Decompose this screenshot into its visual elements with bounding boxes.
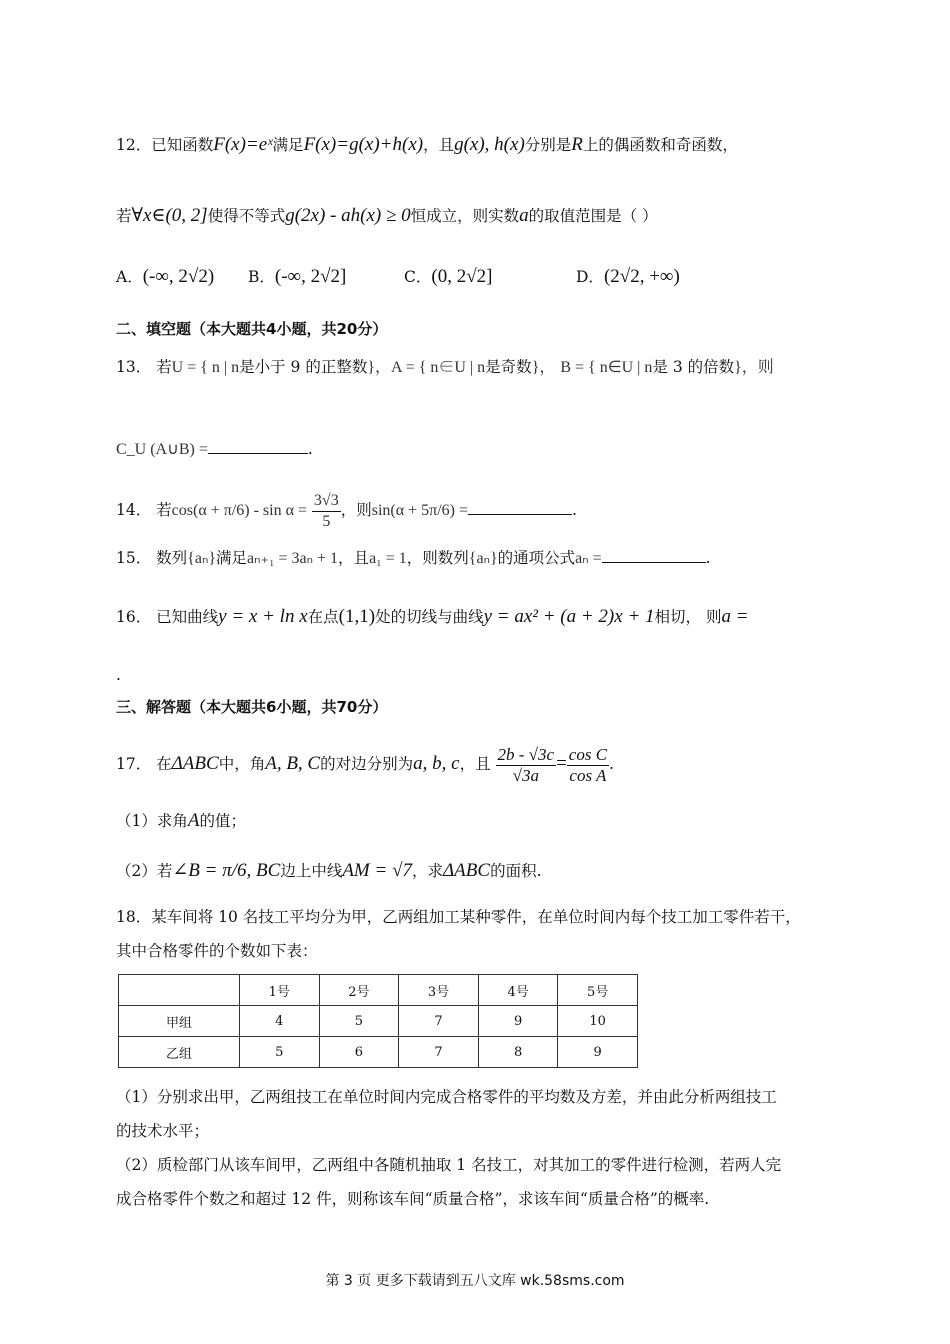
table-header-cell: 4号 bbox=[478, 975, 558, 1006]
table-cell: 甲组 bbox=[119, 1006, 240, 1037]
q12-inequality: g(2x) - ah(x) ≥ 0 bbox=[285, 205, 411, 226]
q12-line2: 若∀x∈(0, 2]使得不等式g(2x) - ah(x) ≥ 0恒成立，则实数a的取值范围是（ ） bbox=[116, 205, 658, 226]
q17-part1: （1）求角A的值； bbox=[116, 810, 246, 831]
q12-fx-def: F(x)=eˣ bbox=[213, 134, 273, 155]
table-cell: 5 bbox=[319, 1006, 399, 1037]
q17-fraction-left: $\frac{2b - √3c}{√3a}$ bbox=[497, 744, 555, 785]
table-cell: 8 bbox=[478, 1037, 558, 1068]
q18-part2-line2: 成合格零件个数之和超过 12 件，则称该车间“质量合格”，求该车间“质量合格”的概率. bbox=[116, 1190, 710, 1208]
option-b: B．(-∞, 2√2] bbox=[248, 266, 347, 287]
q13-line1: 13． 若U = { n | n是小于 9 的正整数}，A = { n∈U | n是奇数}， B = { n∈U | n是 3 的倍数}，则 bbox=[116, 358, 774, 376]
table-cell: 9 bbox=[558, 1037, 638, 1068]
option-c: C．(0, 2√2] bbox=[404, 266, 493, 287]
qualified-parts-table bbox=[118, 974, 638, 1068]
table-cell: 7 bbox=[399, 1006, 479, 1037]
q13-line2: C_U (A∪B) = . bbox=[116, 440, 313, 458]
q17-line: 17． 在ΔABC中，角A, B, C的对边分别为a, b, c，且 $\frac{2b - √3c}{√3a}$ = $\frac{\text{cos C}}{\text{cos A}}$ . bbox=[116, 744, 614, 785]
option-d: D．(2√2, +∞) bbox=[576, 266, 680, 287]
q12-fx-sum: F(x)=g(x)+h(x) bbox=[303, 134, 424, 155]
q13-answer-blank bbox=[208, 441, 308, 454]
option-a: A．(-∞, 2√2) bbox=[116, 266, 215, 287]
q18-line2: 其中合格零件的个数如下表： bbox=[116, 942, 318, 960]
q15-line: 15． 数列{aₙ}满足aₙ₊₁ = 3aₙ + 1，且a₁ = 1，则数列{aₙ}的通项公式aₙ = . bbox=[116, 549, 711, 567]
q14-answer-blank bbox=[468, 502, 572, 515]
q14-line: 14． 若cos(α + π/6) - sin α = $\frac{3√3}{5}$ ，则sin(α + 5π/6) = . bbox=[116, 491, 577, 530]
table-header-cell: 5号 bbox=[558, 975, 638, 1006]
section3-heading: 三、解答题（本大题共6小题，共70分） bbox=[116, 698, 388, 716]
table-header-cell: 3号 bbox=[399, 975, 479, 1006]
table-row bbox=[119, 1037, 638, 1068]
table-header-cell bbox=[119, 975, 240, 1006]
q14-fraction: $\frac{3√3}{5}$ bbox=[313, 491, 339, 530]
table-cell: 7 bbox=[399, 1037, 479, 1068]
table-cell: 9 bbox=[478, 1006, 558, 1037]
table-cell: 6 bbox=[319, 1037, 399, 1068]
q18-part1-line1: （1）分别求出甲，乙两组技工在单位时间内完成合格零件的平均数及方差，并由此分析两组技工 bbox=[116, 1088, 777, 1106]
q16-dot: . bbox=[116, 666, 121, 684]
section2-heading: 二、填空题（本大题共4小题，共20分） bbox=[116, 320, 388, 338]
page-footer: 第 3 页 更多下载请到五八文库 wk.58sms.com bbox=[325, 1273, 625, 1289]
q17-part2: （2）若∠B = π/6, BC边上中线AM = √7，求ΔABC的面积. bbox=[116, 860, 542, 881]
table-cell: 乙组 bbox=[119, 1037, 240, 1068]
table-cell: 10 bbox=[558, 1006, 638, 1037]
q17-fraction-right: $\frac{\text{cos C}}{\text{cos A}}$ bbox=[568, 744, 608, 785]
q18-part2-line1: （2）质检部门从该车间甲，乙两组中各随机抽取 1 名技工，对其加工的零件进行检测，若两人完 bbox=[116, 1156, 782, 1174]
table-cell: 4 bbox=[240, 1006, 320, 1037]
table-cell: 5 bbox=[240, 1037, 320, 1068]
q16-line: 16． 已知曲线y = x + ln x在点(1,1)处的切线与曲线y = ax² + (a + 2)x + 1相切， 则a = bbox=[116, 606, 749, 627]
table-header-cell: 1号 bbox=[240, 975, 320, 1006]
table-header-cell: 2号 bbox=[319, 975, 399, 1006]
table-row bbox=[119, 1006, 638, 1037]
q15-answer-blank bbox=[602, 550, 706, 563]
q18-part1-line2: 的技术水平； bbox=[116, 1122, 210, 1140]
q18-line1: 18．某车间将 10 名技工平均分为甲，乙两组加工某种零件，在单位时间内每个技工加工零件若干， bbox=[116, 908, 801, 926]
q12-line1: 12．已知函数F(x)=eˣ满足F(x)=g(x)+h(x)，且g(x), h(x)分别是R上的偶函数和奇函数， bbox=[116, 134, 738, 155]
table-header-row bbox=[119, 975, 638, 1006]
